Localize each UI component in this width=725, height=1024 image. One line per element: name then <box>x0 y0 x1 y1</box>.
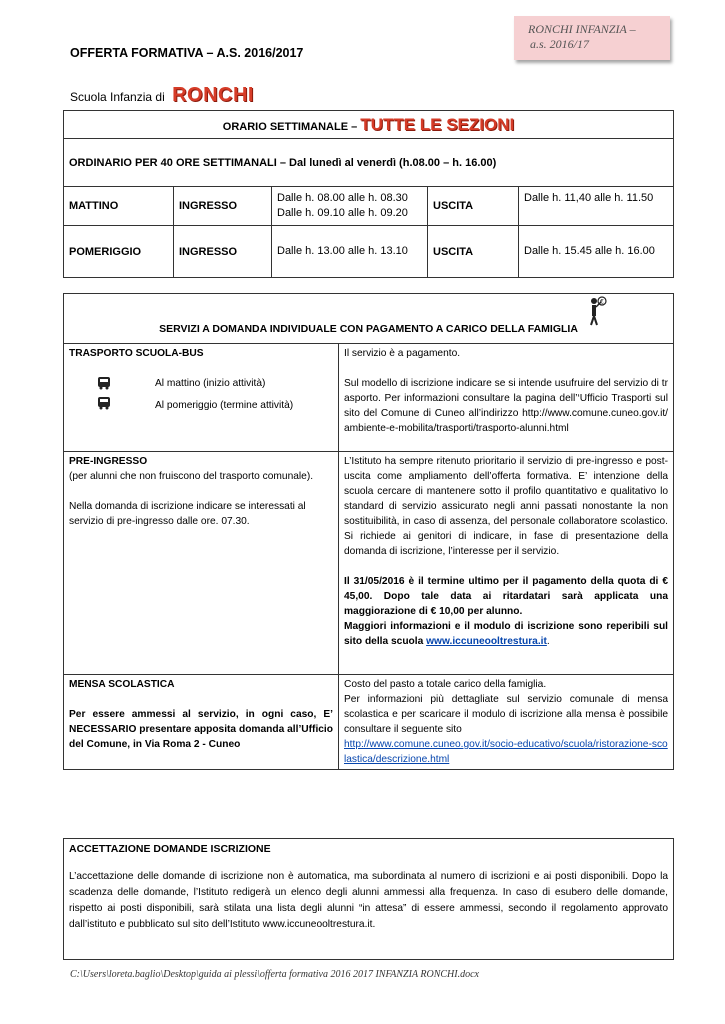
period-label: POMERIGGIO <box>64 226 174 278</box>
mensa-info: Per informazioni più dettagliate sul servizio comunale di mensa scolastica e per scaricare il modulo di iscrizione alla mensa è possibile consultare il seguente sito <box>344 694 668 735</box>
document-title: OFFERTA FORMATIVA – A.S. 2016/2017 <box>70 46 304 60</box>
preingresso-note: (per alunni che non fruiscono del trasporto comunale). <box>69 471 314 482</box>
trasporto-details: Sul modello di iscrizione indicare se si intende usufruire del servizio di trasporto. Per informazioni consultare la pagina dell’‘Ufficio Trasporti sul sito del Comune di Cuneo all’indirizzo http://www.comune.cuneo.gov.it/ambiente-e-mobilita/trasporti/trasporto-alunni.html <box>344 378 668 434</box>
preingresso-more-info-end: . <box>546 636 550 647</box>
preingresso-left <box>64 452 339 675</box>
acceptance-body: L’accettazione delle domande di iscrizione non è automatica, ma subordinata al numero di iscrizioni e ai posti disponibili. Dopo la scadenza delle domande, l’Istituto redigerà un elenco degli alunni ammessi alla frequenza. In caso di esubero delle domande, rispetto ai posti disponibili, sarà stilata una lista degli alunni “in attesa” di essere ammessi, secondo il regolamento approvato dall’istituto e pubblicato sul sito dell’Istituto www.iccuneooltrestura.it. <box>69 871 668 930</box>
schedule-row <box>64 226 674 278</box>
ordinario-text: ORDINARIO PER 40 ORE SETTIMANALI – Dal lunedì al venerdì (h.08.00 – h. 16.00) <box>69 156 497 169</box>
list-item: Al pomeriggio (termine attività) <box>155 400 294 411</box>
acceptance-box <box>63 838 674 960</box>
exit-label: USCITA <box>428 187 519 226</box>
service-row-trasporto <box>64 344 674 452</box>
entry-times <box>272 187 428 226</box>
entry-time: Dalle h. 13.00 alle h. 13.10 <box>277 245 408 257</box>
acceptance-title: ACCETTAZIONE DOMANDE ISCRIZIONE <box>69 843 271 855</box>
services-table <box>63 293 674 770</box>
bus-icon <box>97 376 111 395</box>
services-heading-cell <box>64 294 674 344</box>
entry-times <box>272 226 428 278</box>
svg-text:€: € <box>600 298 604 306</box>
schedule-row <box>64 187 674 226</box>
school-website-link[interactable]: www.iccuneooltrestura.it <box>426 636 547 647</box>
entry-label: INGRESSO <box>174 187 272 226</box>
preingresso-description: L’Istituto ha sempre ritenuto prioritario il servizio di pre-ingresso e post-uscita come ampliamento dell’offerta formativa. E’ intenzione della scuola cercare di mantenere sotto il profilo quantitativo e qualitativo lo standard di servizio assicurato negli anni passati nonostante la non sostituibilità, in caso di assenza, del personale collaboratore scolastico. Si richiede ai genitori di indicare, in fase di presentazione della domanda di iscrizione, l’interesse per il servizio. <box>344 456 668 557</box>
schedule-heading-highlight: TUTTE LE SEZIONI <box>360 114 515 134</box>
mensa-title: MENSA SCOLASTICA <box>69 679 175 690</box>
preingresso-instructions: Nella domanda di iscrizione indicare se interessati al servizio di pre-ingresso dalle ore. 07.30. <box>69 501 306 527</box>
mensa-right <box>339 675 674 770</box>
services-heading: SERVIZI A DOMANDA INDIVIDUALE CON PAGAMENTO A CARICO DELLA FAMIGLIA <box>159 323 578 335</box>
list-item: Al mattino (inizio attività) <box>155 378 266 389</box>
schedule-table <box>63 110 674 278</box>
entry-time: Dalle h. 09.10 alle h. 09.20 <box>277 207 408 219</box>
schedule-heading-cell <box>64 111 674 139</box>
trasporto-left <box>64 344 339 452</box>
sticky-note <box>514 16 670 60</box>
bus-icon <box>97 396 111 415</box>
trasporto-right <box>339 344 674 452</box>
entry-time: Dalle h. 08.00 alle h. 08.30 <box>277 192 408 204</box>
mensa-link[interactable]: http://www.comune.cuneo.gov.it/socio-educativo/scuola/ristorazione-scolastica/descrizione.html <box>344 739 668 765</box>
exit-label: USCITA <box>428 226 519 278</box>
entry-label: INGRESSO <box>174 226 272 278</box>
preingresso-right <box>339 452 674 675</box>
period-label: MATTINO <box>64 187 174 226</box>
school-line <box>70 84 254 107</box>
service-row-mensa <box>64 675 674 770</box>
sticky-note-line2: a.s. 2016/17 <box>530 37 590 51</box>
service-row-preingresso <box>64 452 674 675</box>
preingresso-more-info <box>344 619 668 649</box>
school-prefix: Scuola Infanzia di <box>70 90 165 104</box>
exit-times: Dalle h. 11,40 alle h. 11.50 <box>519 187 674 226</box>
preingresso-deadline: Il 31/05/2016 è il termine ultimo per il pagamento della quota di € 45,00. Dopo tale data ai ritardatari sarà applicata una maggiorazione di € 10,00 per alunno. <box>344 576 668 617</box>
mensa-cost: Costo del pasto a totale carico della famiglia. <box>344 679 547 690</box>
mensa-requirement: Per essere ammessi al servizio, in ogni caso, E’ NECESSARIO presentare apposita domanda all’Ufficio del Comune, in Via Roma 2 - Cuneo <box>69 709 333 750</box>
school-name: RONCHI <box>172 84 254 106</box>
trasporto-info: Il servizio è a pagamento. <box>344 348 461 359</box>
preingresso-more-info-text: Maggiori informazioni e il modulo di iscrizione sono reperibili sul sito della scuola <box>344 621 668 647</box>
person-money-icon <box>584 296 608 331</box>
preingresso-title: PRE-INGRESSO <box>69 456 148 467</box>
ordinario-cell <box>64 139 674 187</box>
file-path-footer: C:\Users\loreta.baglio\Desktop\guida ai plessi\offerta formativa 2016 2017 INFANZIA RONCHI.docx <box>70 969 479 980</box>
exit-times: Dalle h. 15.45 alle h. 16.00 <box>519 226 674 278</box>
trasporto-title: TRASPORTO SCUOLA-BUS <box>69 348 204 359</box>
mensa-left <box>64 675 339 770</box>
sticky-note-line1: RONCHI INFANZIA – <box>528 22 636 36</box>
schedule-heading: ORARIO SETTIMANALE – <box>222 120 358 133</box>
